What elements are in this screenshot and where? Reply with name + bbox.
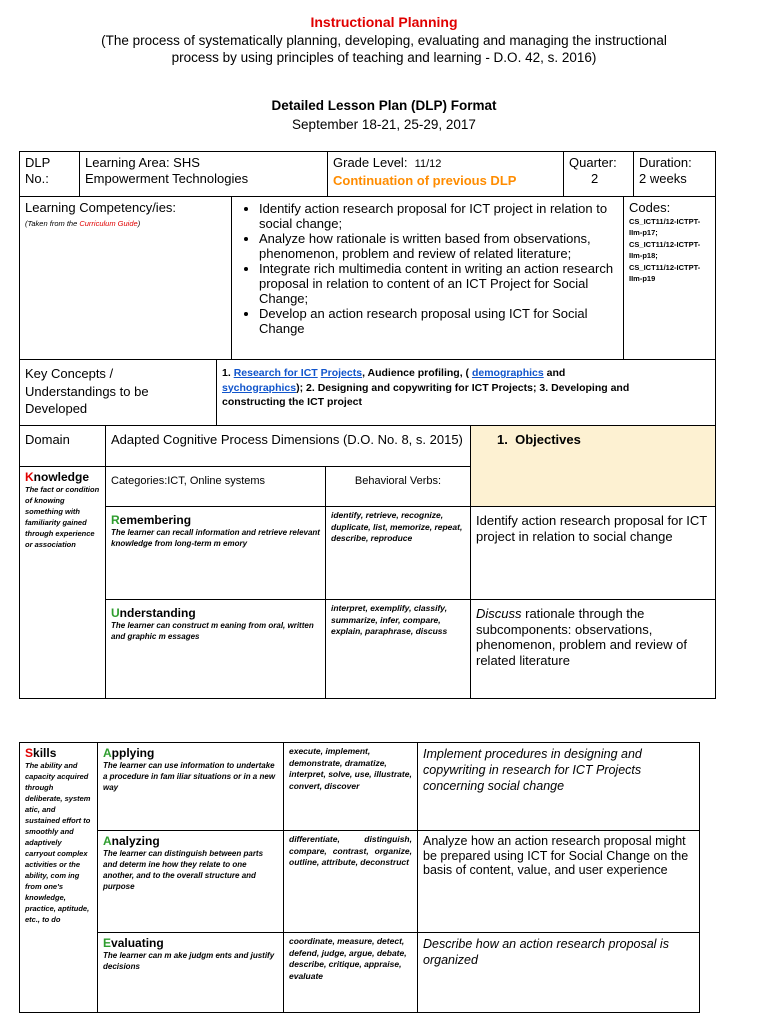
remembering-verbs-cell: identify, retrieve, recognize, duplicate, list, memorize, repeat, describe, reproduce [326,507,471,600]
acpd-label-cell: Adapted Cognitive Process Dimensions (D.O. No. 8, s. 2015) [106,426,471,467]
skills-cell: Skills The ability and capacity acquired through deliberate, system atic, and sustained effort to smoothly and adaptively carryout complex activities or the ability, com ing from one's knowledge, practice, aptitude, etc., to do [20,743,98,1013]
code-item: CS_ICT11/12-ICTPT-IIm-p17; [629,216,701,237]
remembering-objective-cell: Identify action research proposal for ICT project in relation to social change [471,507,716,600]
applying-cell: Applying The learner can use information to undertake a procedure in fam iliar situations or in a new way [98,743,284,831]
grade-level-cell: Grade Level: 11/12 Continuation of previous DLP [328,152,564,197]
list-item: • Develop an action research proposal using ICT for Social Change [259,306,618,336]
key-concepts-label-cell: Key Concepts / Understandings to be Developed [20,360,217,426]
competency-table [19,196,716,360]
learning-area-cell: Learning Area: SHS Empowerment Technologies [80,152,328,197]
objectives-header-cell: 1. Objectives [471,426,716,507]
applying-objective-cell: Implement procedures in designing and copywriting in research for ICT Projects concerning social change [418,743,700,831]
behavioral-verbs-cell: Behavioral Verbs: [326,467,471,507]
applying-verbs-cell: execute, implement, demonstrate, dramatize, interpret, solve, use, illustrate, convert, discover [284,743,418,831]
curriculum-guide-link[interactable]: Curriculum Guide [79,218,138,228]
competency-list-cell [232,197,624,360]
dlp-format-title: Detailed Lesson Plan (DLP) Format [271,98,497,113]
projects-link[interactable]: Projects [320,367,363,379]
analyzing-verbs-cell: differentiate, distinguish, compare, contrast, organize, outline, attribute, deconstruct [284,831,418,933]
understanding-objective-cell: Discuss rationale through the subcomponents: observations, phenomenon, problem and review of related literature [471,600,716,699]
analyzing-objective-cell: Analyze how an action research proposal might be prepared using ICT for Social Change on the basis of content, value, and user experience [418,831,700,933]
codes-cell: Codes: CS_ICT11/12-ICTPT-IIm-p17; CS_ICT11/12-ICTPT-IIm-p18; CS_ICT11/12-ICTPT-IIm-p19 [624,197,716,360]
research-ict-link[interactable]: Research for ICT [233,367,318,379]
competency-list [237,201,618,336]
understanding-verbs-cell: interpret, exemplify, classify, summarize, infer, compare, explain, paraphrase, discuss [326,600,471,699]
key-concepts-table [19,359,716,426]
remembering-cell: Remembering The learner can recall information and retrieve relevant knowledge from long-term m emory [106,507,326,600]
knowledge-cell: Knowledge The fact or condition of knowing something with familiarity gained through experience or association [20,467,106,699]
document-title: Instructional Planning [310,14,458,30]
list-item: • Integrate rich multimedia content in writing an action research proposal in relation to content of an ICT Project for Social Change; [259,261,618,306]
understanding-cell: Understanding The learner can construct m eaning from oral, written and graphic m essages [106,600,326,699]
domain-label-cell: Domain [20,426,106,467]
key-concepts-text-cell: 1. Research for ICT Projects, Audience profiling, ( demographics and sychographics); 2. Designing and copywriting for ICT Projects; 3. Developing and constructing the ICT project [217,360,716,426]
evaluating-verbs-cell: coordinate, measure, detect, defend, judge, argue, debate, describe, critique, appraise, evaluate [284,933,418,1013]
dlp-no-cell: DLP No.: [20,152,80,197]
code-item: CS_ICT11/12-ICTPT-IIm-p18; [629,239,701,260]
evaluating-objective-cell: Describe how an action research proposal is organized [418,933,700,1013]
sychographics-link[interactable]: sychographics [222,381,297,394]
competency-label-cell: Learning Competency/ies: (Taken from the Curriculum Guide) [20,197,232,360]
demographics-link[interactable]: demographics [471,367,544,379]
categories-cell: Categories:ICT, Online systems [106,467,326,507]
skills-table [19,742,700,1013]
dlp-dates: September 18-21, 25-29, 2017 [292,117,476,132]
document-subtitle: (The process of systematically planning, developing, evaluating and managing the instructional process by using principles of teaching and learning - D.O. 42, s. 2016) [101,33,667,65]
list-item: • Identify action research proposal for ICT project in relation to social change; [259,201,618,231]
code-item: CS_ICT11/12-ICTPT-IIm-p19 [629,262,701,283]
analyzing-cell: Analyzing The learner can distinguish between parts and determ ine how they relate to one another, and to the overall structure and purpose [98,831,284,933]
list-item: • Analyze how rationale is written based from observations, phenomenon, problem and review of related literature; [259,231,618,261]
domain-table [19,425,716,699]
dlp-info-table [19,151,716,197]
continuation-note: Continuation of previous DLP [333,172,517,188]
duration-cell: Duration: 2 weeks [634,152,716,197]
evaluating-cell: Evaluating The learner can m ake judgm ents and justify decisions [98,933,284,1013]
quarter-cell: Quarter: 2 [564,152,634,197]
